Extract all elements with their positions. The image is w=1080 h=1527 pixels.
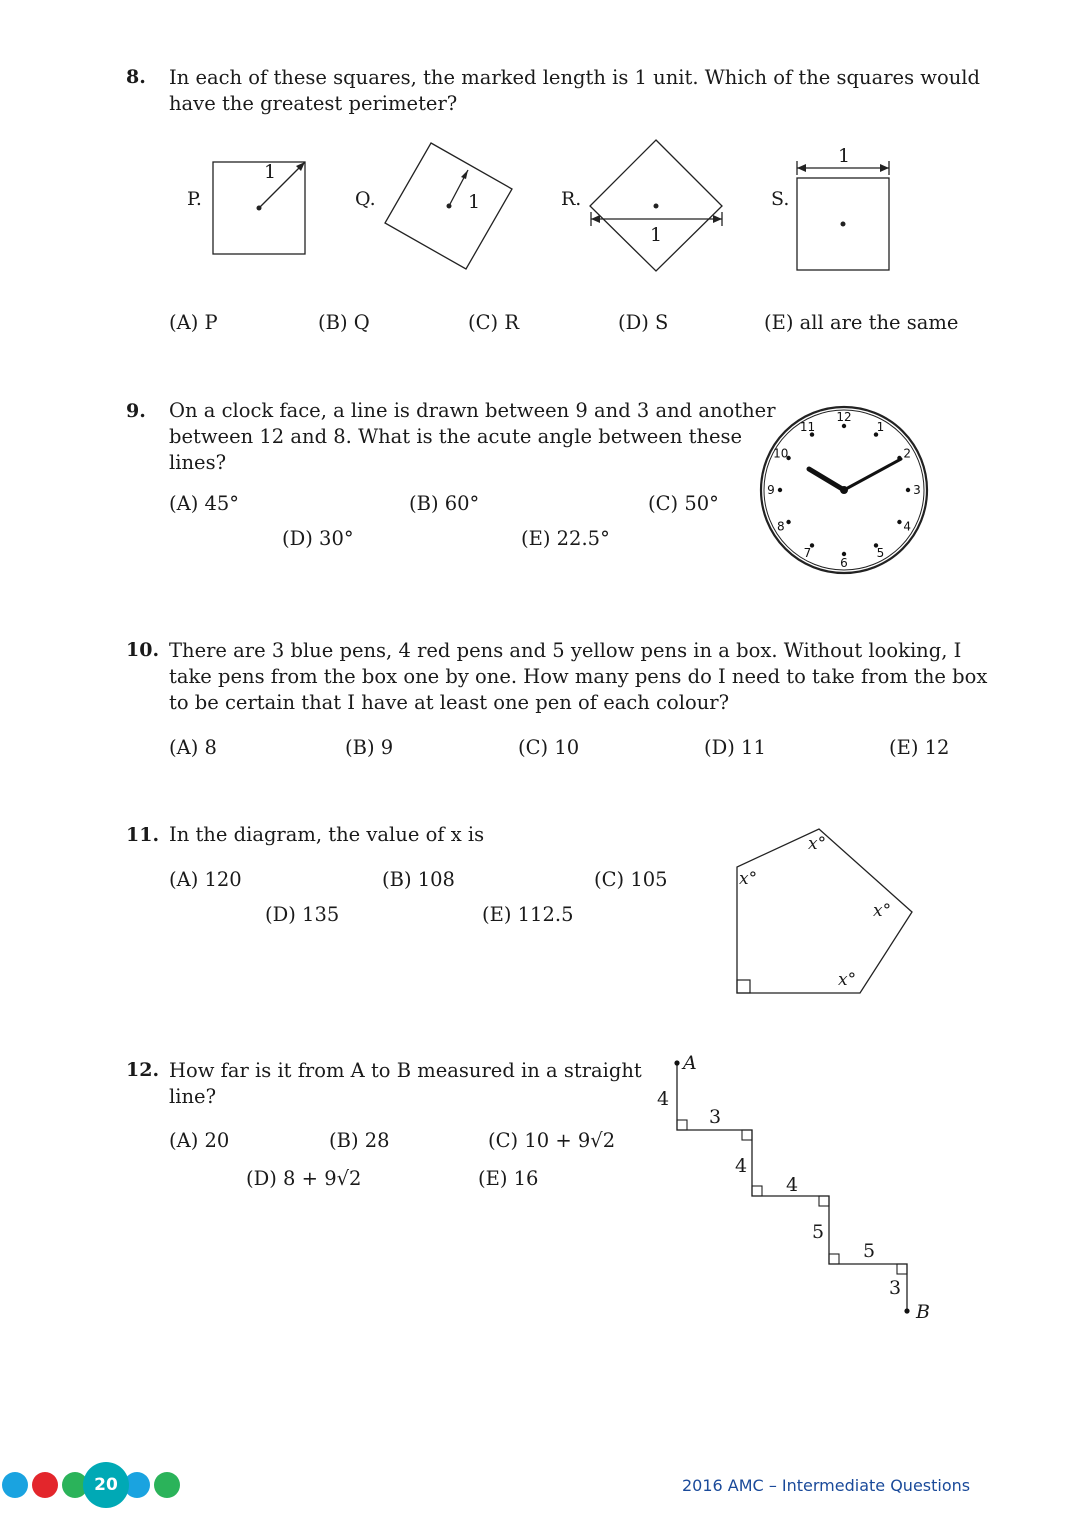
q8-option-b[interactable]: (B) Q: [318, 311, 370, 334]
square-q-length-label: 1: [468, 191, 481, 213]
clock-hour-number: 2: [903, 446, 912, 461]
square-r-label: R.: [561, 188, 582, 210]
q10-option-a[interactable]: (A) 8: [169, 736, 217, 759]
question-9-number: 9.: [126, 400, 146, 422]
square-s-label: S.: [771, 188, 790, 210]
clock-hour-number: 8: [776, 519, 785, 534]
q8-option-a[interactable]: (A) P: [169, 311, 218, 334]
clock-hour-number: 9: [767, 483, 775, 497]
question-10-number: 10.: [126, 639, 160, 661]
q10-option-c[interactable]: (C) 10: [518, 736, 580, 759]
q9-option-e[interactable]: (E) 22.5°: [521, 527, 610, 550]
q11-option-e[interactable]: (E) 112.5: [482, 903, 574, 926]
question-10-text-line2: take pens from the box one by one. How many pens do I need to take from the box: [169, 665, 988, 688]
q9-option-d[interactable]: (D) 30°: [282, 527, 354, 550]
square-q-label: Q.: [355, 188, 376, 210]
q10-option-e[interactable]: (E) 12: [889, 736, 950, 759]
square-s-length-label: 1: [838, 145, 851, 167]
q10-option-d[interactable]: (D) 11: [704, 736, 766, 759]
footer-dot-1: [2, 1472, 28, 1498]
q11-option-c[interactable]: (C) 105: [594, 868, 668, 891]
q10-option-b[interactable]: (B) 9: [345, 736, 394, 759]
question-9-text-line3: lines?: [169, 451, 227, 474]
q9-option-a[interactable]: (A) 45°: [169, 492, 240, 515]
q12-option-e[interactable]: (E) 16: [478, 1167, 539, 1190]
q8-option-e[interactable]: (E) all are the same: [764, 311, 959, 334]
clock-hour-number: 3: [913, 483, 921, 497]
angle-label-bottom: x°: [838, 970, 857, 990]
angle-label-top: x°: [808, 834, 827, 854]
q9-option-c[interactable]: (C) 50°: [648, 492, 719, 515]
question-10-text-line1: There are 3 blue pens, 4 red pens and 5 yellow pens in a box. Without looking, I: [169, 639, 962, 662]
clock-hour-number: 5: [876, 546, 885, 561]
footer-title: 2016 AMC – Intermediate Questions: [682, 1476, 971, 1495]
clock-hour-number: 12: [836, 410, 852, 424]
q11-option-d[interactable]: (D) 135: [265, 903, 340, 926]
question-9-text-line2: between 12 and 8. What is the acute angle between these: [169, 425, 743, 448]
point-a-label: A: [683, 1052, 697, 1074]
question-10-text-line3: to be certain that I have at least one pen of each colour?: [169, 691, 730, 714]
square-p-label: P.: [187, 188, 202, 210]
segment-label-5: 5: [812, 1221, 825, 1243]
segment-label-6: 5: [863, 1240, 876, 1262]
question-12-text-line1: How far is it from A to B measured in a straight: [169, 1059, 642, 1082]
q8-option-c[interactable]: (C) R: [468, 311, 520, 334]
q8-option-d[interactable]: (D) S: [618, 311, 669, 334]
clock-hour-number: 4: [903, 519, 912, 534]
question-8-text-line2: have the greatest perimeter?: [169, 92, 458, 115]
segment-label-1: 4: [657, 1088, 670, 1110]
segment-label-4: 4: [786, 1174, 799, 1196]
page-number: 20: [83, 1462, 129, 1508]
question-11-text-line1: In the diagram, the value of x is: [169, 823, 485, 846]
segment-label-2: 3: [709, 1106, 722, 1128]
square-r-length-label: 1: [650, 224, 663, 246]
q12-option-a[interactable]: (A) 20: [169, 1129, 230, 1152]
q12-option-c[interactable]: (C) 10 + 9√2: [488, 1129, 616, 1152]
q11-option-b[interactable]: (B) 108: [382, 868, 455, 891]
question-12-text-line2: line?: [169, 1085, 217, 1108]
q12-option-d[interactable]: (D) 8 + 9√2: [246, 1167, 362, 1190]
q9-option-b[interactable]: (B) 60°: [409, 492, 480, 515]
angle-label-left: x°: [739, 869, 758, 889]
clock-hour-number: 1: [876, 419, 885, 434]
clock-hour-number: 7: [803, 546, 812, 561]
question-12-number: 12.: [126, 1059, 160, 1081]
segment-label-3: 4: [735, 1155, 748, 1177]
q11-option-a[interactable]: (A) 120: [169, 868, 242, 891]
question-8-text-line1: In each of these squares, the marked length is 1 unit. Which of the squares would: [169, 66, 980, 89]
footer-dot-5: [154, 1472, 180, 1498]
angle-label-right: x°: [873, 901, 892, 921]
question-8-number: 8.: [126, 66, 146, 88]
point-b-label: B: [916, 1301, 930, 1323]
clock-hour-number: 10: [773, 446, 789, 461]
segment-label-7: 3: [889, 1277, 902, 1299]
question-11-number: 11.: [126, 824, 160, 846]
q12-option-b[interactable]: (B) 28: [329, 1129, 390, 1152]
clock-hour-number: 11: [799, 419, 816, 434]
square-p-length-label: 1: [264, 161, 277, 183]
clock-hour-number: 6: [840, 556, 848, 570]
question-9-text-line1: On a clock face, a line is drawn between 9 and 3 and another: [169, 399, 776, 422]
footer-dot-2: [32, 1472, 58, 1498]
